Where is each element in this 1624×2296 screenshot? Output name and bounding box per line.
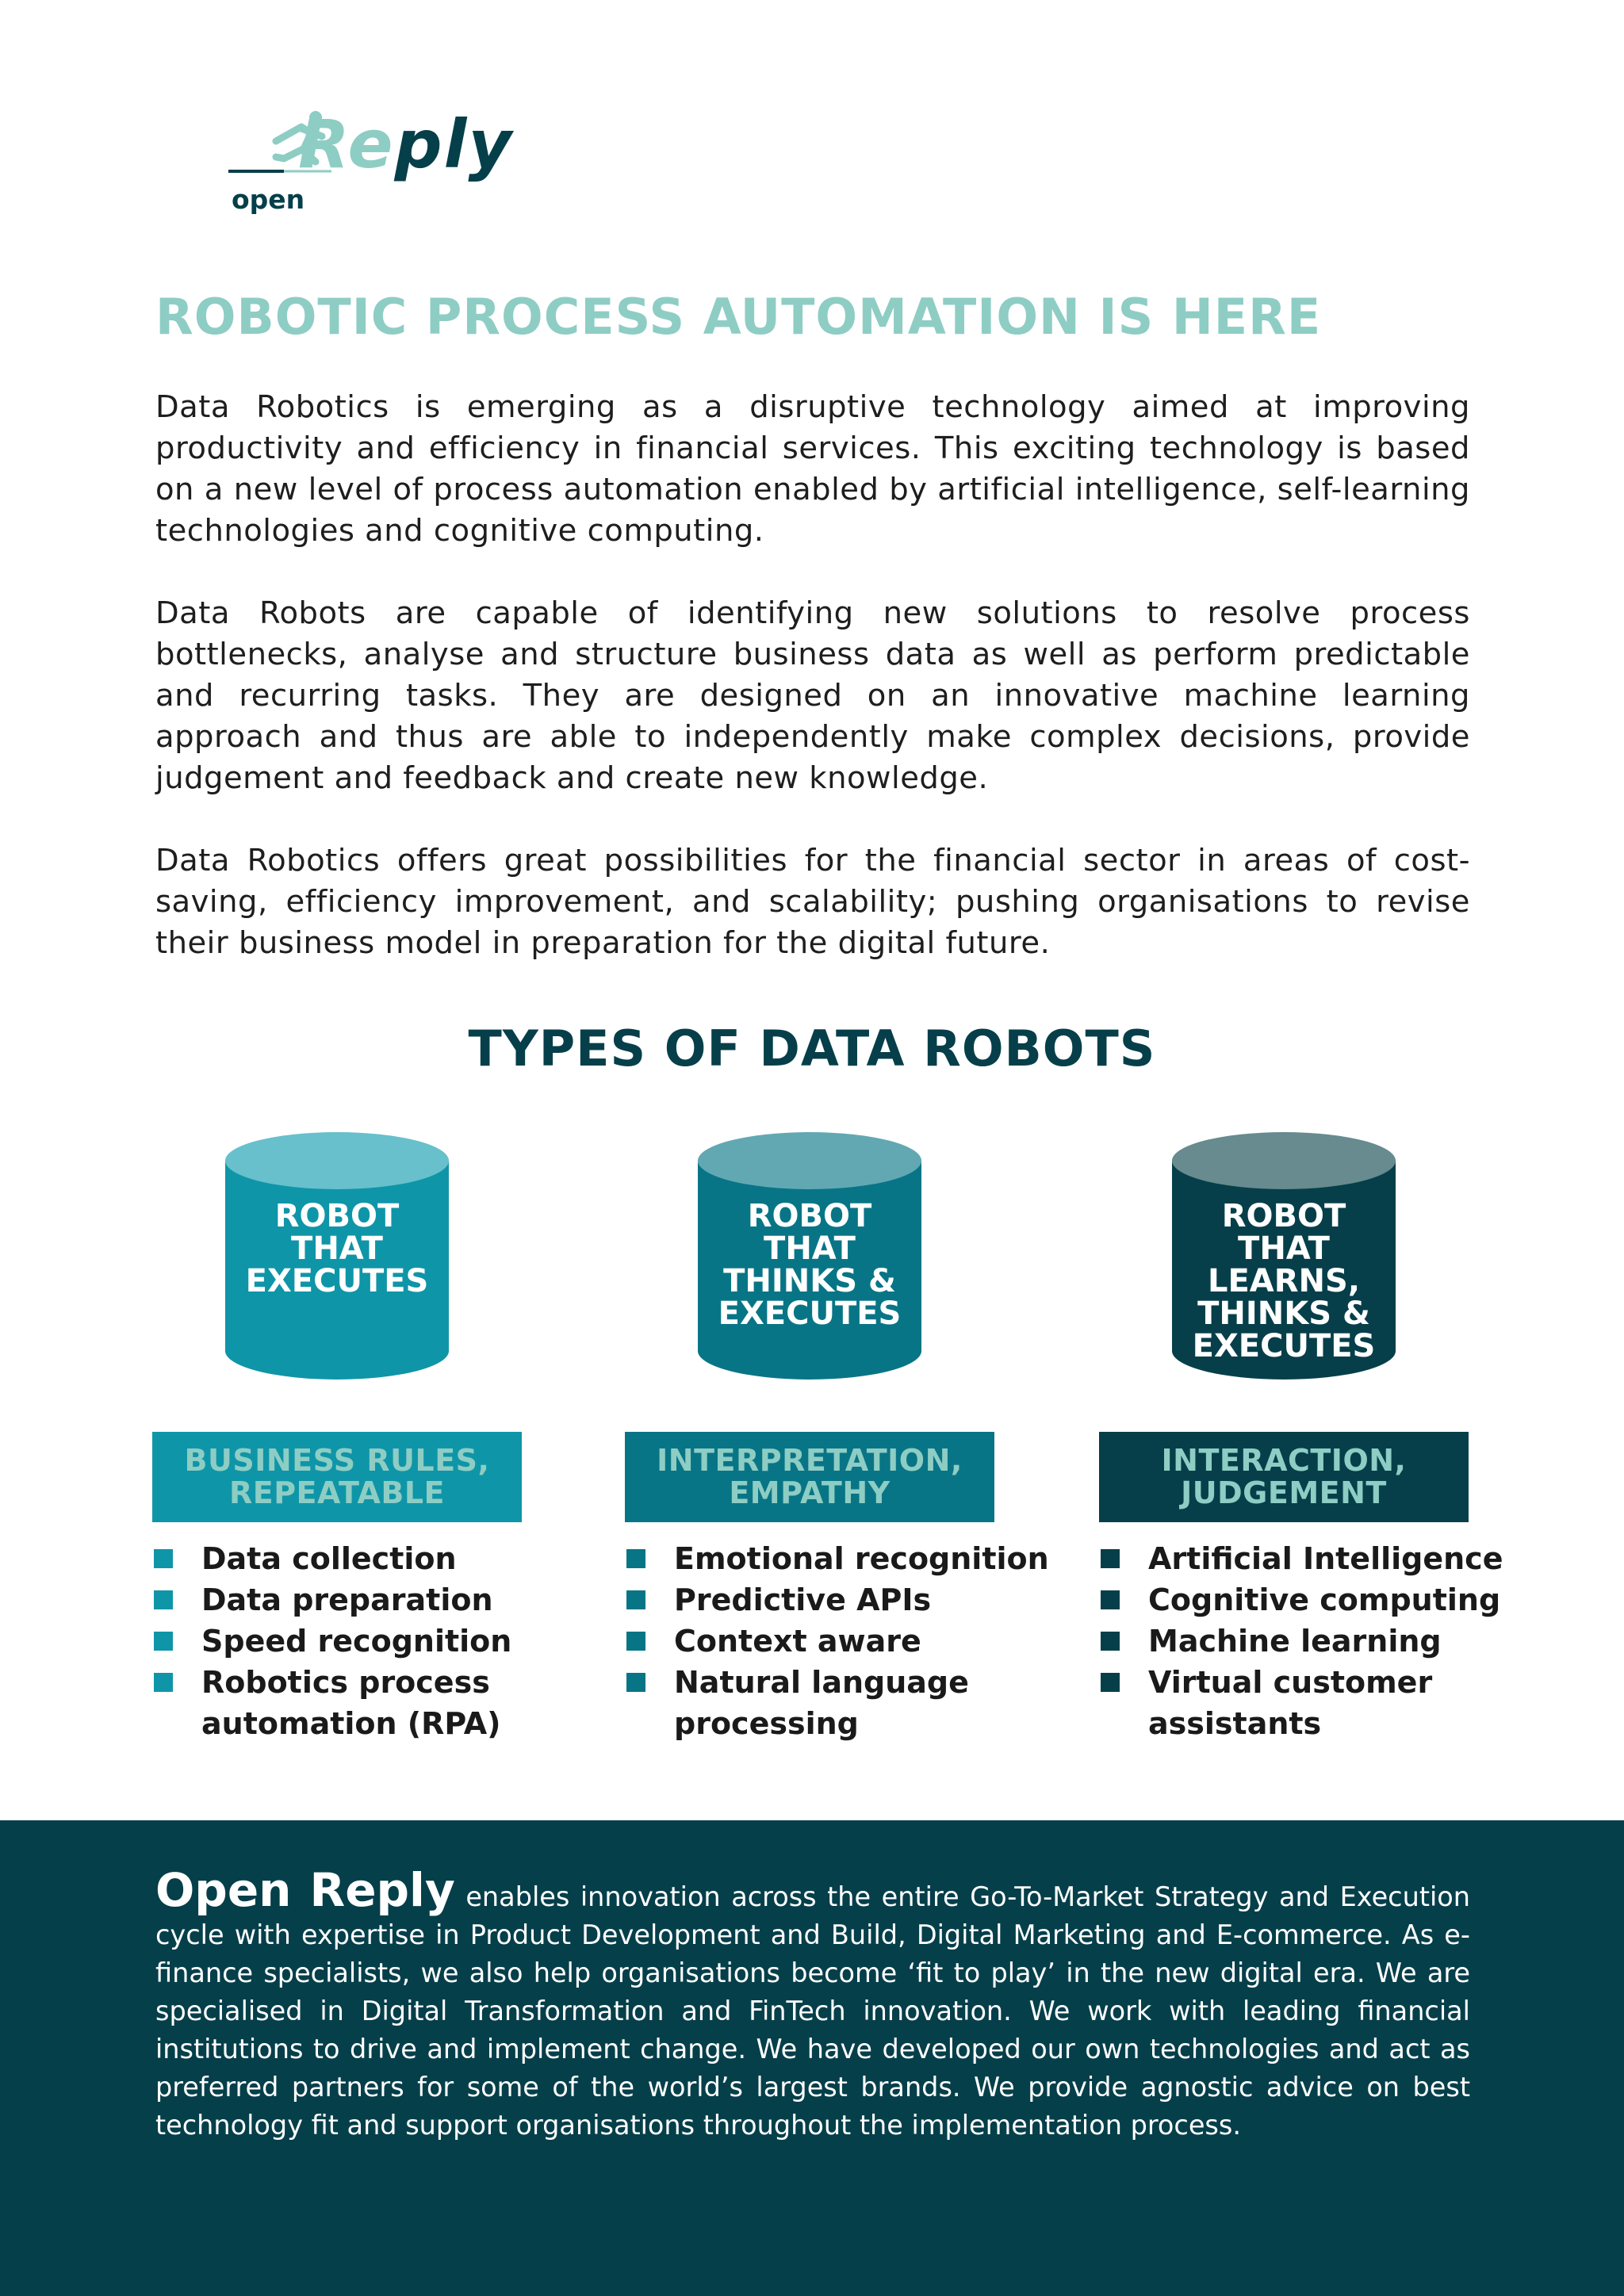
page-title: ROBOTIC PROCESS AUTOMATION IS HERE [155, 288, 1322, 346]
list-item [625, 1538, 1069, 1579]
logo-tagline: open [232, 184, 305, 215]
footer-panel [0, 1820, 1624, 2296]
robot-cylinder [225, 1132, 449, 1380]
list-item [1099, 1579, 1543, 1621]
square-bullet-icon [1101, 1673, 1120, 1692]
list-item-label: Natural language [674, 1665, 969, 1700]
footer-brand: Open Reply [155, 1863, 455, 1917]
list-item-continuation [625, 1703, 1069, 1744]
robot-band: INTERACTION, JUDGEMENT [1099, 1432, 1469, 1522]
robot-band: BUSINESS RULES, REPEATABLE [152, 1432, 522, 1522]
list-item-label: Cognitive computing [1148, 1582, 1501, 1617]
list-item [152, 1662, 596, 1703]
cylinder-top [698, 1132, 921, 1189]
list-item [625, 1621, 1069, 1662]
list-item-label: Data collection [201, 1541, 457, 1576]
list-item-label: automation (RPA) [201, 1706, 501, 1741]
list-item [625, 1579, 1069, 1621]
list-item [1099, 1538, 1543, 1579]
intro-paragraph: Data Robots are capable of identifying new solutions to resolve process bottlenecks, analyse and structure business data as well as perform predictable and recurring tasks. They are designed on an innovative machine learning approach and thus are able to independently make complex decisions, provide judgement and feedback and create new knowledge. [155, 595, 1470, 796]
list-item [152, 1621, 596, 1662]
robot-label: ROBOT THAT EXECUTES [245, 1198, 429, 1299]
robot-label: ROBOT THAT LEARNS, THINKS & EXECUTES [1192, 1198, 1376, 1364]
open-reply-logo [187, 105, 514, 224]
list-item-label: assistants [1148, 1706, 1322, 1741]
intro-text [155, 387, 1470, 1005]
square-bullet-icon [626, 1673, 645, 1692]
list-item [152, 1538, 596, 1579]
list-item-label: Robotics process [201, 1665, 490, 1700]
footer-text [155, 1863, 1471, 2145]
section-title: TYPES OF DATA ROBOTS [468, 1020, 1156, 1077]
square-bullet-icon [154, 1673, 173, 1692]
list-item-label: Machine learning [1148, 1624, 1442, 1659]
list-item-label: Data preparation [201, 1582, 493, 1617]
list-item [1099, 1662, 1543, 1703]
list-item-label: Emotional recognition [674, 1541, 1049, 1576]
robot-band: INTERPRETATION, EMPATHY [625, 1432, 994, 1522]
square-bullet-icon [154, 1549, 173, 1568]
list-item [1099, 1621, 1543, 1662]
robot-label: ROBOT THAT THINKS & EXECUTES [718, 1198, 902, 1332]
logo-wordmark-main: ply [394, 105, 514, 183]
robot-feature-list [625, 1538, 1069, 1744]
square-bullet-icon [626, 1590, 645, 1609]
robot-cylinder [1172, 1132, 1396, 1380]
list-item [625, 1662, 1069, 1703]
robot-feature-list [152, 1538, 596, 1744]
list-item-continuation [1099, 1703, 1543, 1744]
list-item-label: Virtual customer [1148, 1665, 1433, 1700]
list-item [152, 1579, 596, 1621]
list-item-label: Speed recognition [201, 1624, 512, 1659]
square-bullet-icon [626, 1632, 645, 1651]
square-bullet-icon [154, 1590, 173, 1609]
logo-wordmark [298, 105, 513, 184]
robot-feature-list [1099, 1538, 1543, 1744]
square-bullet-icon [1101, 1549, 1120, 1568]
intro-paragraph: Data Robotics is emerging as a disruptive technology aimed at improving productivity and efficiency in financial services. This exciting technology is based on a new level of process automation enabled by artificial intelligence, self-learning technologies and cognitive computing. [155, 389, 1470, 549]
cylinder-top [1172, 1132, 1396, 1189]
list-item-label: Context aware [674, 1624, 921, 1659]
logo-wordmark-accent: Re [298, 105, 395, 183]
list-item-label: Predictive APIs [674, 1582, 932, 1617]
square-bullet-icon [626, 1549, 645, 1568]
cylinder-top [225, 1132, 449, 1189]
intro-paragraph: Data Robotics offers great possibilities for the financial sector in areas of cost-saving, efficiency improvement, and scalability; pushing organisations to revise their business model in preparation for the digital future. [155, 843, 1470, 961]
square-bullet-icon [1101, 1632, 1120, 1651]
list-item-continuation [152, 1703, 596, 1744]
robot-cylinder [698, 1132, 921, 1380]
list-item-label: processing [674, 1706, 859, 1741]
footer-description: enables innovation across the entire Go-To-Market Strategy and Execution cycle with expertise in Product Development and Build, Digital Marketing and E-commerce. As e-finance specialists, we also help organisations become ‘fit to play’ in the new digital era. We are specialised in Digital Transformation and FinTech innovation. We work with leading financial institutions to drive and implement change. We have developed our own technologies and act as preferred partners for some of the world’s largest brands. We provide agnostic advice on best technology fit and support organisations throughout the implementation process. [155, 1881, 1471, 2141]
square-bullet-icon [1101, 1590, 1120, 1609]
square-bullet-icon [154, 1632, 173, 1651]
list-item-label: Artificial Intelligence [1148, 1541, 1503, 1576]
